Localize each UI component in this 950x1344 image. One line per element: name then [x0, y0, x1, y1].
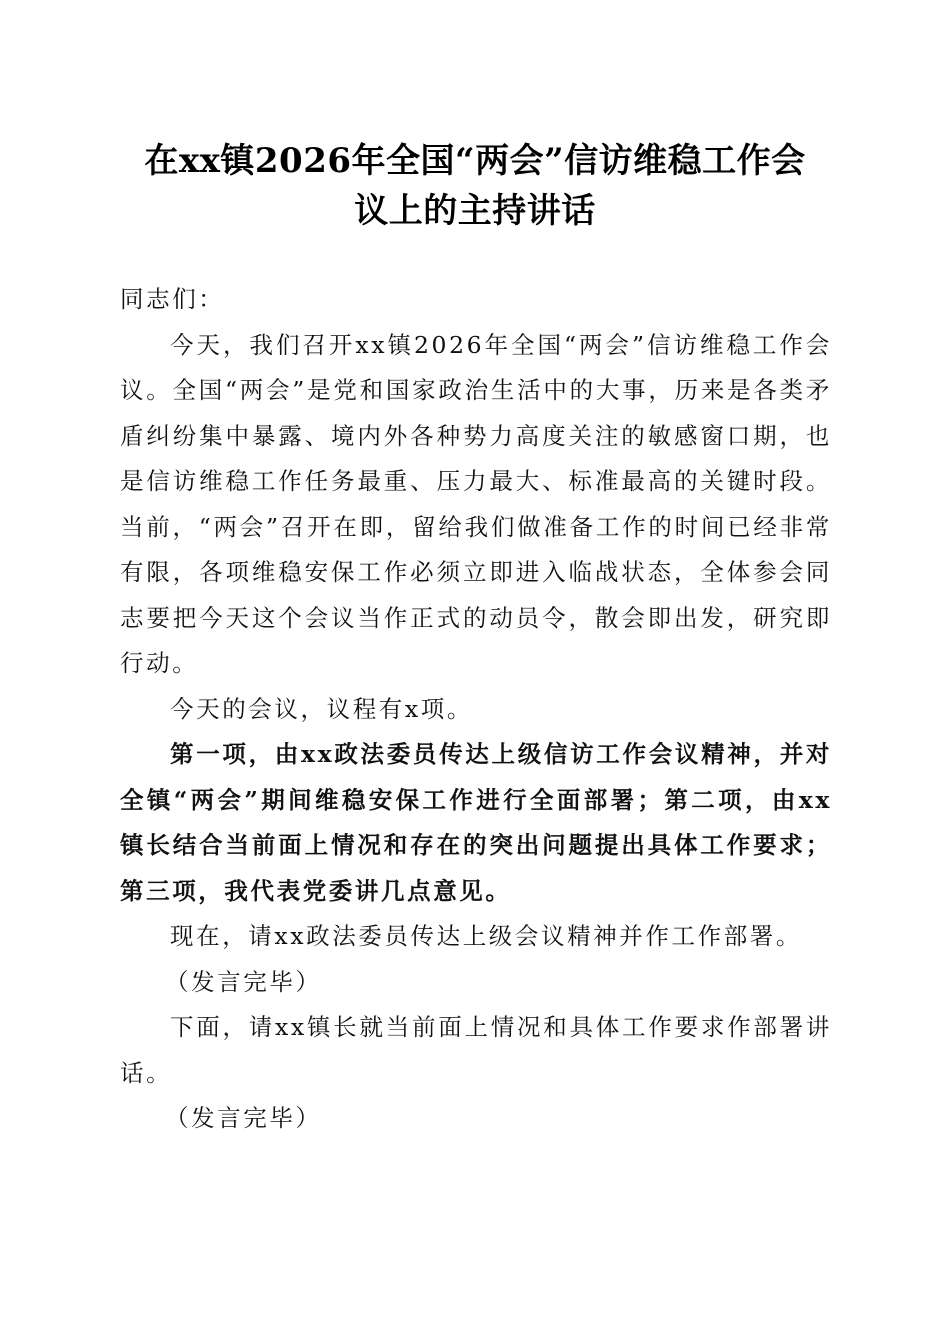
salutation: 同志们：: [120, 285, 225, 313]
title-line-1: 在xx镇2026年全国“两会”信访维稳工作会: [144, 141, 806, 181]
document-title: [100, 136, 850, 236]
paragraph-agenda-intro: 今天的会议，议程有x项。: [170, 694, 473, 723]
paragraph-agenda-items: 第一项，由xx政法委员传达上级信访工作会议精神，并对全镇“两会”期间维稳安保工作进行全面部署；第二项，由xx镇长结合当前面上情况和存在的突出问题提出具体工作要求；第三项，我代表党委讲几点意见。: [120, 740, 832, 905]
paragraph-second-speaker: 下面，请xx镇长就当前面上情况和具体工作要求作部署讲话。: [120, 1013, 832, 1087]
speech-finished-note-1: （发言完毕）: [165, 967, 322, 996]
paragraph-first-speaker: 现在，请xx政法委员传达上级会议精神并作工作部署。: [170, 922, 803, 950]
paragraph-opening: 今天，我们召开xx镇2026年全国“两会”信访维稳工作会议。全国“两会”是党和国家政治生活中的大事，历来是各类矛盾纠纷集中暴露、境内外各种势力高度关注的敏感窗口期，也是信访维稳工作任务最重、压力最大、标准最高的关键时段。当前，“两会”召开在即，留给我们做准备工作的时间已经非常有限，各项维稳安保工作必须立即进入临战状态，全体参会同志要把今天这个会议当作正式的动员令，散会即出发，研究即行动。: [120, 330, 832, 677]
document-body: [120, 277, 832, 1142]
title-line-2: 议上的主持讲话: [354, 191, 596, 231]
speech-finished-note-2: （发言完毕）: [165, 1104, 322, 1132]
